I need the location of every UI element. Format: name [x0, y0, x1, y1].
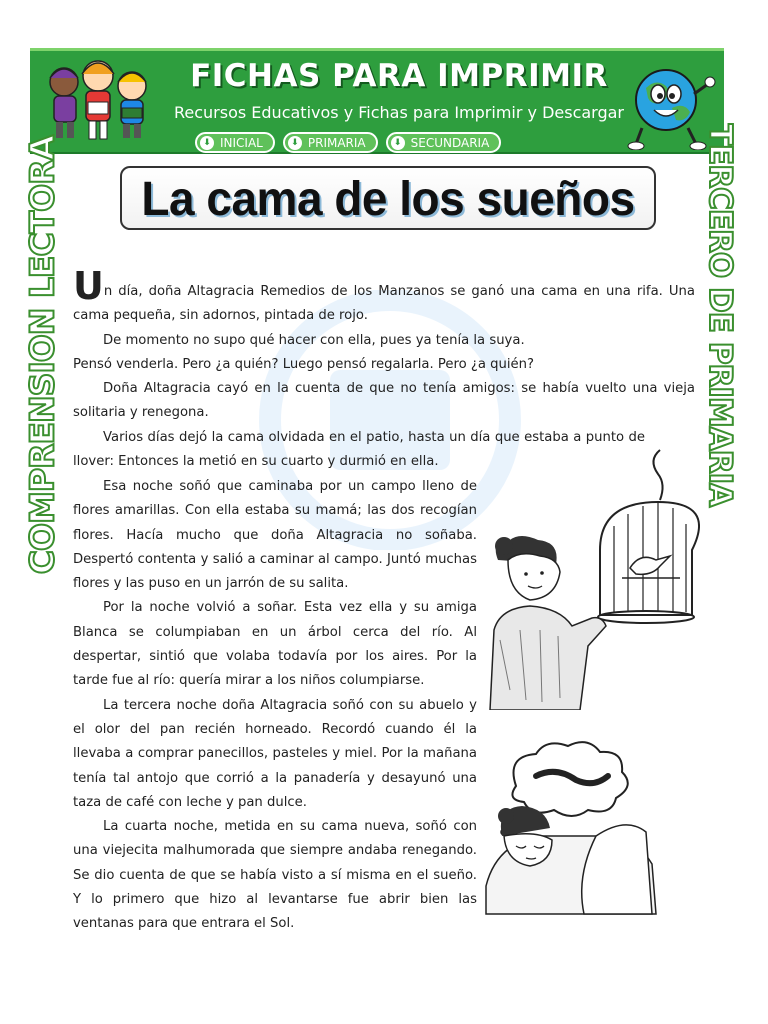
page-title: La cama de los sueños	[141, 170, 635, 226]
nav-inicial-button[interactable]	[195, 132, 275, 153]
nav-primaria-button[interactable]	[283, 132, 378, 153]
drop-cap: U	[73, 264, 104, 308]
level-nav	[195, 132, 501, 153]
banner-stripe	[30, 48, 724, 51]
title-box	[120, 166, 656, 230]
story-paragraph-1-text: n día, doña Altagracia Remedios de los Manzanos se ganó una cama en una rifa. Una cama pequeña, sin adornos, pintada de rojo.	[73, 284, 695, 324]
story-paragraph-7: Por la noche volvió a soñar. Esta vez ella y su amiga Blanca se columpiaban en un árbol cerca del río. Al despertar, sintió que volaba todavía por los aires. Por la tarde fue al río: quería mirar a los niños columpiarse.	[73, 600, 477, 689]
story-paragraph-2: De momento no supo qué hacer con ella, pues ya tenía la suya.	[103, 332, 525, 348]
down-arrow-icon: ⬇	[288, 136, 302, 150]
story-paragraph-4: Doña Altagracia cayó en la cuenta de que no tenía amigos: se había vuelto una vieja solitaria y renegona.	[73, 381, 695, 421]
woman-with-birdcage-illustration	[480, 440, 700, 710]
story-paragraph-5: Varios días dejó la cama olvidada en el patio, hasta un día que estaba a punto de llover: Entonces la metió en su cuarto y durmió en ella.	[73, 430, 645, 470]
story-column	[73, 475, 477, 937]
story-paragraph-1	[73, 264, 695, 329]
story-paragraph-3: Pensó venderla. Pero ¿a quién? Luego pensó regalarla. Pero ¿a quién?	[73, 356, 535, 372]
nav-label: INICIAL	[220, 135, 263, 150]
site-subtitle: Recursos Educativos y Fichas para Imprimir y Descargar	[173, 103, 624, 122]
side-title-left: COMPRENSION LECTORA	[22, 135, 62, 575]
story-top	[73, 264, 695, 426]
children-reading-icon	[36, 52, 156, 144]
down-arrow-icon: ⬇	[200, 136, 214, 150]
site-title: FICHAS PARA IMPRIMIR	[190, 58, 608, 94]
woman-sleeping-illustration	[476, 736, 666, 916]
nav-label: PRIMARIA	[307, 135, 366, 150]
story-paragraph-6: Esa noche soñó que caminaba por un campo lleno de flores amarillas. Con ella estaba su mamá; las dos recogían flores. Hacía mucho que doña Altagracia no soñaba. Despertó contenta y salió a caminar al campo. Juntó muchas flores y las puso en un jarrón de su salita.	[73, 479, 477, 592]
nav-secundaria-button[interactable]	[386, 132, 502, 153]
story-paragraph-8: La tercera noche doña Altagracia soñó con su abuelo y el olor del pan recién horneado. Recordó cuando él la llevaba a comprar panecillos, pasteles y miel. Por la mañana tenía tal antojo que corrió a la panadería y desayunó una taza de café con leche y pan dulce.	[73, 697, 477, 810]
site-banner	[30, 42, 724, 154]
story-paragraph-9: La cuarta noche, metida en su cama nueva, soñó con una viejecita malhumorada que siempre andaba renegando. Se dio cuenta de que se había visto a sí misma en el sueño. Y lo primero que hizo al levantarse fue abrir bien las ventanas para que entrara el Sol.	[73, 819, 477, 932]
side-title-right: TERCERO DE PRIMARIA	[702, 123, 738, 507]
nav-label: SECUNDARIA	[410, 135, 490, 150]
down-arrow-icon: ⬇	[391, 136, 405, 150]
